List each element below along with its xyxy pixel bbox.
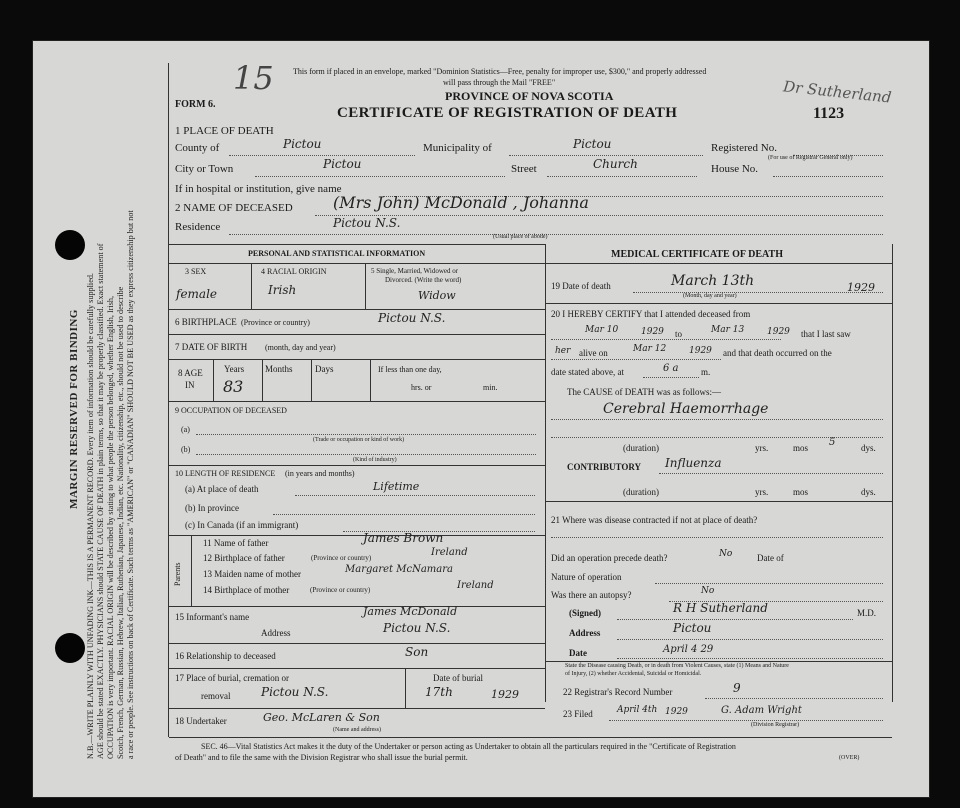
- medical-heading: MEDICAL CERTIFICATE OF DEATH: [611, 249, 783, 260]
- binder-hole: [55, 633, 85, 663]
- municipality-line: [509, 155, 703, 156]
- dob-label: 7 DATE OF BIRTH: [175, 342, 248, 352]
- date-stated: date stated above, at: [551, 367, 624, 377]
- division-note: (Division Registrar): [751, 722, 800, 728]
- occ-a-line: [196, 434, 536, 435]
- dod-sub: (Month, day and year): [683, 293, 737, 299]
- res-a-value: Lifetime: [373, 480, 420, 493]
- filed-line: [609, 720, 883, 721]
- dod-line: [633, 292, 883, 293]
- province: PROVINCE OF NOVA SCOTIA: [445, 89, 614, 103]
- filed-year: 1929: [665, 707, 688, 717]
- county-value: Pictou: [283, 137, 322, 151]
- cell-divider: [365, 263, 366, 309]
- hrs-label: hrs. or: [411, 383, 432, 392]
- place-heading: 1 PLACE OF DEATH: [175, 125, 274, 137]
- footer-over: (OVER): [839, 755, 860, 761]
- relationship-value: Son: [405, 645, 429, 659]
- med-address-label: Address: [569, 628, 601, 638]
- personal-heading: PERSONAL AND STATISTICAL INFORMATION: [248, 249, 426, 258]
- mother-label: 13 Maiden name of mother: [203, 569, 301, 579]
- registrar-signature: G. Adam Wright: [721, 705, 802, 716]
- relationship-label: 16 Relationship to deceased: [175, 651, 276, 661]
- contributory-label: CONTRIBUTORY: [567, 462, 642, 472]
- duration-label-2: (duration): [623, 487, 659, 497]
- min-label: min.: [483, 383, 498, 392]
- pencil-note: Dr Sutherland: [782, 77, 893, 107]
- res-a-line: [295, 495, 535, 496]
- birthplace-value: Pictou N.S.: [378, 311, 446, 325]
- mother-bp-value: Ireland: [457, 580, 494, 591]
- autopsy-label: Was there an autopsy?: [551, 590, 632, 600]
- margin-title: MARGIN RESERVED FOR BINDING: [68, 309, 80, 509]
- row-rule: [169, 465, 545, 466]
- nature-label: Nature of operation: [551, 572, 622, 582]
- q21-label: 21 Where was disease contracted if not at place of death?: [551, 515, 758, 525]
- burial-date: 17th: [425, 685, 453, 699]
- occ-b-line: [196, 454, 536, 455]
- med-address: Pictou: [673, 621, 712, 635]
- occ-a: (a): [181, 425, 190, 434]
- informant-value: James McDonald: [363, 605, 458, 618]
- filed-value: April 4th: [617, 705, 658, 715]
- med-date-line: [617, 658, 883, 659]
- footer-line-1: SEC. 46—Vital Statistics Act makes it the duty of the Undertaker or person acting as Undertaker to obtain all the particulars required in the "Certificate of Registration: [201, 742, 736, 751]
- cell-divider: [251, 263, 252, 309]
- alive-date: Mar 12: [633, 344, 667, 354]
- sex-value: female: [176, 287, 218, 301]
- house-label: House No.: [711, 163, 759, 175]
- res-b-line: [273, 514, 535, 515]
- county-label: County of: [175, 142, 220, 154]
- mos-label: mos: [793, 443, 809, 453]
- time-value: 6 a: [663, 363, 679, 374]
- cell-divider: [213, 359, 214, 401]
- duration-label: (duration): [623, 443, 659, 453]
- mail-notice: This form if placed in an envelope, marked "Dominion Statistics—Free, penalty for improper use, $300," and properly addressed: [293, 67, 707, 76]
- yrs-label: yrs.: [755, 443, 769, 453]
- violence-note-1: State the Disease causing Death, or in death from Violent Causes, state (1) Means and Nature: [565, 663, 789, 669]
- dys-label: dys.: [861, 443, 876, 453]
- years-value: 83: [223, 377, 244, 396]
- signed-line: [617, 619, 853, 620]
- dod-year: 1929: [847, 281, 875, 294]
- time-line: [643, 377, 699, 378]
- burial-label-2: removal: [201, 691, 231, 701]
- form-right-border: [892, 244, 893, 702]
- her: her: [555, 346, 571, 356]
- marital-value: Widow: [418, 289, 456, 302]
- father-bp-label: 12 Birthplace of father: [203, 553, 285, 563]
- mos-label-2: mos: [793, 487, 809, 497]
- name-label: 2 NAME OF DECEASED: [175, 202, 293, 214]
- county-line: [229, 155, 415, 156]
- from-year: 1929: [641, 327, 664, 337]
- father-bp-value: Ireland: [431, 547, 468, 558]
- margin-line: OCCUPATION is very important. RACIAL ORIGIN will be described by stating to what people the person belonged, whether English, Irish,: [105, 295, 115, 759]
- res-len-sub: (in years and months): [285, 469, 355, 478]
- age-label: 8 AGE: [178, 368, 203, 378]
- filed-label: 23 Filed: [563, 709, 593, 719]
- cell-divider: [262, 359, 263, 401]
- row-rule: [169, 359, 545, 360]
- occ-a-note: (Trade or occupation or kind of work): [313, 437, 405, 443]
- medical-heading-rule: [545, 263, 892, 264]
- record-line: [705, 698, 883, 699]
- operation-label: Did an operation precede death?: [551, 553, 668, 563]
- binder-hole: [55, 230, 85, 260]
- mother-bp-label: 14 Birthplace of mother: [203, 585, 290, 595]
- cause-mos: 5: [829, 437, 836, 448]
- parents-label: Parents: [173, 562, 182, 586]
- row-rule: [169, 708, 545, 709]
- municipality-label: Municipality of: [423, 142, 492, 154]
- row-rule: [169, 334, 545, 335]
- row-rule: [169, 643, 545, 644]
- occupation-label: 9 OCCUPATION OF DECEASED: [175, 406, 287, 415]
- res-b-label: (b) In province: [185, 503, 239, 513]
- res-a-label: (a) At place of death: [185, 484, 259, 494]
- mail-notice-2: will pass through the Mail "FREE": [443, 78, 556, 87]
- residence-value: Pictou N.S.: [333, 216, 401, 230]
- registrar-note: (For use of Registrar General only): [768, 155, 853, 161]
- cause-line: [551, 419, 883, 420]
- marital-label-1: 5 Single, Married, Widowed or: [371, 267, 459, 275]
- certificate-sheet: [32, 40, 930, 798]
- cause-value: Cerebral Haemorrhage: [603, 401, 769, 417]
- row-rule: [545, 501, 892, 502]
- less-day: If less than one day,: [378, 365, 442, 374]
- to-label: to: [675, 329, 683, 339]
- record-label: 22 Registrar's Record Number: [563, 687, 673, 697]
- row-rule: [545, 661, 892, 662]
- autopsy-value: No: [701, 586, 715, 596]
- burial-year: 1929: [491, 688, 519, 701]
- margin-line: a race or people. See instructions on back of Certificate. Such terms as "AMERICAN" or "CANADIAN" SHOULD NOT BE USED as they express citizenship but not: [126, 210, 136, 759]
- med-date: April 4 29: [663, 644, 714, 655]
- months-label: Months: [265, 364, 293, 374]
- footer-rule: [169, 737, 892, 738]
- residence-line: [229, 234, 883, 235]
- row-rule: [169, 309, 545, 310]
- margin-line: N.B.—WRITE PLAINLY WITH UNFADING INK—THIS IS A PERMANENT RECORD. Every item of information should be carefully supplied.: [85, 273, 95, 759]
- mother-value: Margaret McNamara: [345, 564, 453, 575]
- age-in: IN: [185, 380, 195, 390]
- father-bp-sub: (Province or country): [311, 554, 372, 562]
- dod-value: March 13th: [671, 273, 755, 289]
- registered-label: Registered No.: [711, 142, 777, 154]
- margin-line: AGE should be stated EXACTLY. PHYSICIANS should STATE CAUSE OF DEATH in plain terms, so that it may be properly classified. Exact statement of: [95, 243, 105, 759]
- from-date: Mar 10: [585, 325, 619, 335]
- row-rule: [169, 668, 545, 669]
- house-line: [773, 176, 883, 177]
- city-value: Pictou: [323, 157, 362, 171]
- md-label: M.D.: [857, 608, 877, 618]
- operation-value: No: [719, 549, 733, 559]
- q21-line: [551, 537, 883, 538]
- yrs-label-2: yrs.: [755, 487, 769, 497]
- dob-sub: (month, day and year): [265, 343, 336, 352]
- city-line: [255, 176, 505, 177]
- certify-label: 20 I HEREBY CERTIFY that I attended deceased from: [551, 309, 751, 319]
- hospital-label: If in hospital or institution, give name: [175, 183, 342, 195]
- margin-line: Scotch, French, German, Russian, Hebrew, Italian, Ruthenian, Japanese, Indian, etc. Nationality, citizenship, etc., should not be used to describe: [116, 286, 126, 759]
- racial-value: Irish: [268, 283, 297, 297]
- signed-label: (Signed): [569, 608, 602, 618]
- cell-divider: [311, 359, 312, 401]
- deceased-name: (Mrs John) McDonald , Johanna: [333, 193, 589, 212]
- cell-divider: [370, 359, 371, 401]
- sex-label: 3 SEX: [185, 267, 207, 276]
- alive-on: alive on: [579, 348, 608, 358]
- personal-heading-rule: [169, 263, 545, 264]
- street-value: Church: [593, 157, 638, 171]
- burial-label-1: 17 Place of burial, cremation or: [175, 673, 289, 683]
- to-year: 1929: [767, 327, 790, 337]
- row-rule: [169, 606, 545, 607]
- years-label: Years: [224, 364, 245, 374]
- row-rule: [545, 303, 892, 304]
- city-label: City or Town: [175, 163, 234, 175]
- occ-b-note: (Kind of industry): [353, 457, 397, 463]
- date-of-label: Date of: [757, 553, 784, 563]
- cause-label: The CAUSE of DEATH was as follows:—: [567, 387, 721, 397]
- days-label: Days: [315, 364, 334, 374]
- street-label: Street: [511, 163, 537, 175]
- informant-address-label: Address: [261, 628, 291, 638]
- dys-label-2: dys.: [861, 487, 876, 497]
- undertaker-value: Geo. McLaren & Son: [263, 711, 380, 724]
- column-divider: [545, 244, 546, 702]
- form-number: FORM 6.: [175, 99, 216, 110]
- med-date-label: Date: [569, 648, 587, 658]
- contributory-value: Influenza: [665, 456, 722, 470]
- pencil-number: 15: [233, 59, 274, 97]
- signed-value: R H Sutherland: [673, 601, 768, 615]
- father-value: James Brown: [363, 531, 444, 545]
- alive-year: 1929: [689, 346, 712, 356]
- personal-top-rule: [169, 244, 545, 245]
- record-value: 9: [733, 681, 741, 695]
- med-address-line: [617, 639, 883, 640]
- residence-label: Residence: [175, 221, 221, 233]
- racial-label: 4 RACIAL ORIGIN: [261, 267, 327, 276]
- father-label: 11 Name of father: [203, 538, 269, 548]
- res-c-label: (c) In Canada (if an immigrant): [185, 520, 299, 530]
- cell-divider: [405, 668, 406, 708]
- street-line: [547, 176, 697, 177]
- burial-place: Pictou N.S.: [261, 685, 329, 699]
- footer-line-2: of Death" and to file the same with the Division Registrar who shall issue the burial permit.: [175, 753, 468, 762]
- birthplace-sub: (Province or country): [241, 318, 310, 327]
- marital-label-2: Divorced. (Write the word): [385, 276, 462, 284]
- res-len-label: 10 LENGTH OF RESIDENCE: [175, 469, 276, 478]
- form-left-border: [168, 63, 169, 737]
- certificate-title: CERTIFICATE OF REGISTRATION OF DEATH: [337, 105, 678, 121]
- violence-note-2: of Injury, (2) whether Accidental, Suicidal or Homicidal.: [565, 671, 702, 677]
- abode-note: (Usual place of abode): [493, 234, 548, 240]
- burial-date-label: Date of burial: [433, 673, 483, 683]
- informant-address: Pictou N.S.: [383, 621, 451, 635]
- municipality-value: Pictou: [573, 137, 612, 151]
- mother-bp-sub: (Province or country): [310, 586, 371, 594]
- to-date: Mar 13: [711, 325, 745, 335]
- contributory-line: [659, 473, 883, 474]
- undertaker-label: 18 Undertaker: [175, 716, 227, 726]
- alive-line: [551, 359, 721, 360]
- parents-divider: [191, 535, 192, 606]
- nature-line: [655, 583, 883, 584]
- birthplace-label: 6 BIRTHPLACE: [175, 317, 237, 327]
- attended-line: [551, 339, 781, 340]
- certificate-number: 1123: [813, 105, 845, 122]
- m-label: m.: [701, 367, 711, 377]
- dod-label: 19 Date of death: [551, 281, 611, 291]
- occ-b: (b): [181, 445, 191, 454]
- undertaker-sub: (Name and address): [333, 727, 381, 733]
- row-rule: [169, 535, 545, 536]
- occurred-on: and that death occurred on the: [723, 348, 832, 358]
- row-rule: [169, 401, 545, 402]
- informant-label: 15 Informant's name: [175, 612, 250, 622]
- last-saw: that I last saw: [801, 329, 851, 339]
